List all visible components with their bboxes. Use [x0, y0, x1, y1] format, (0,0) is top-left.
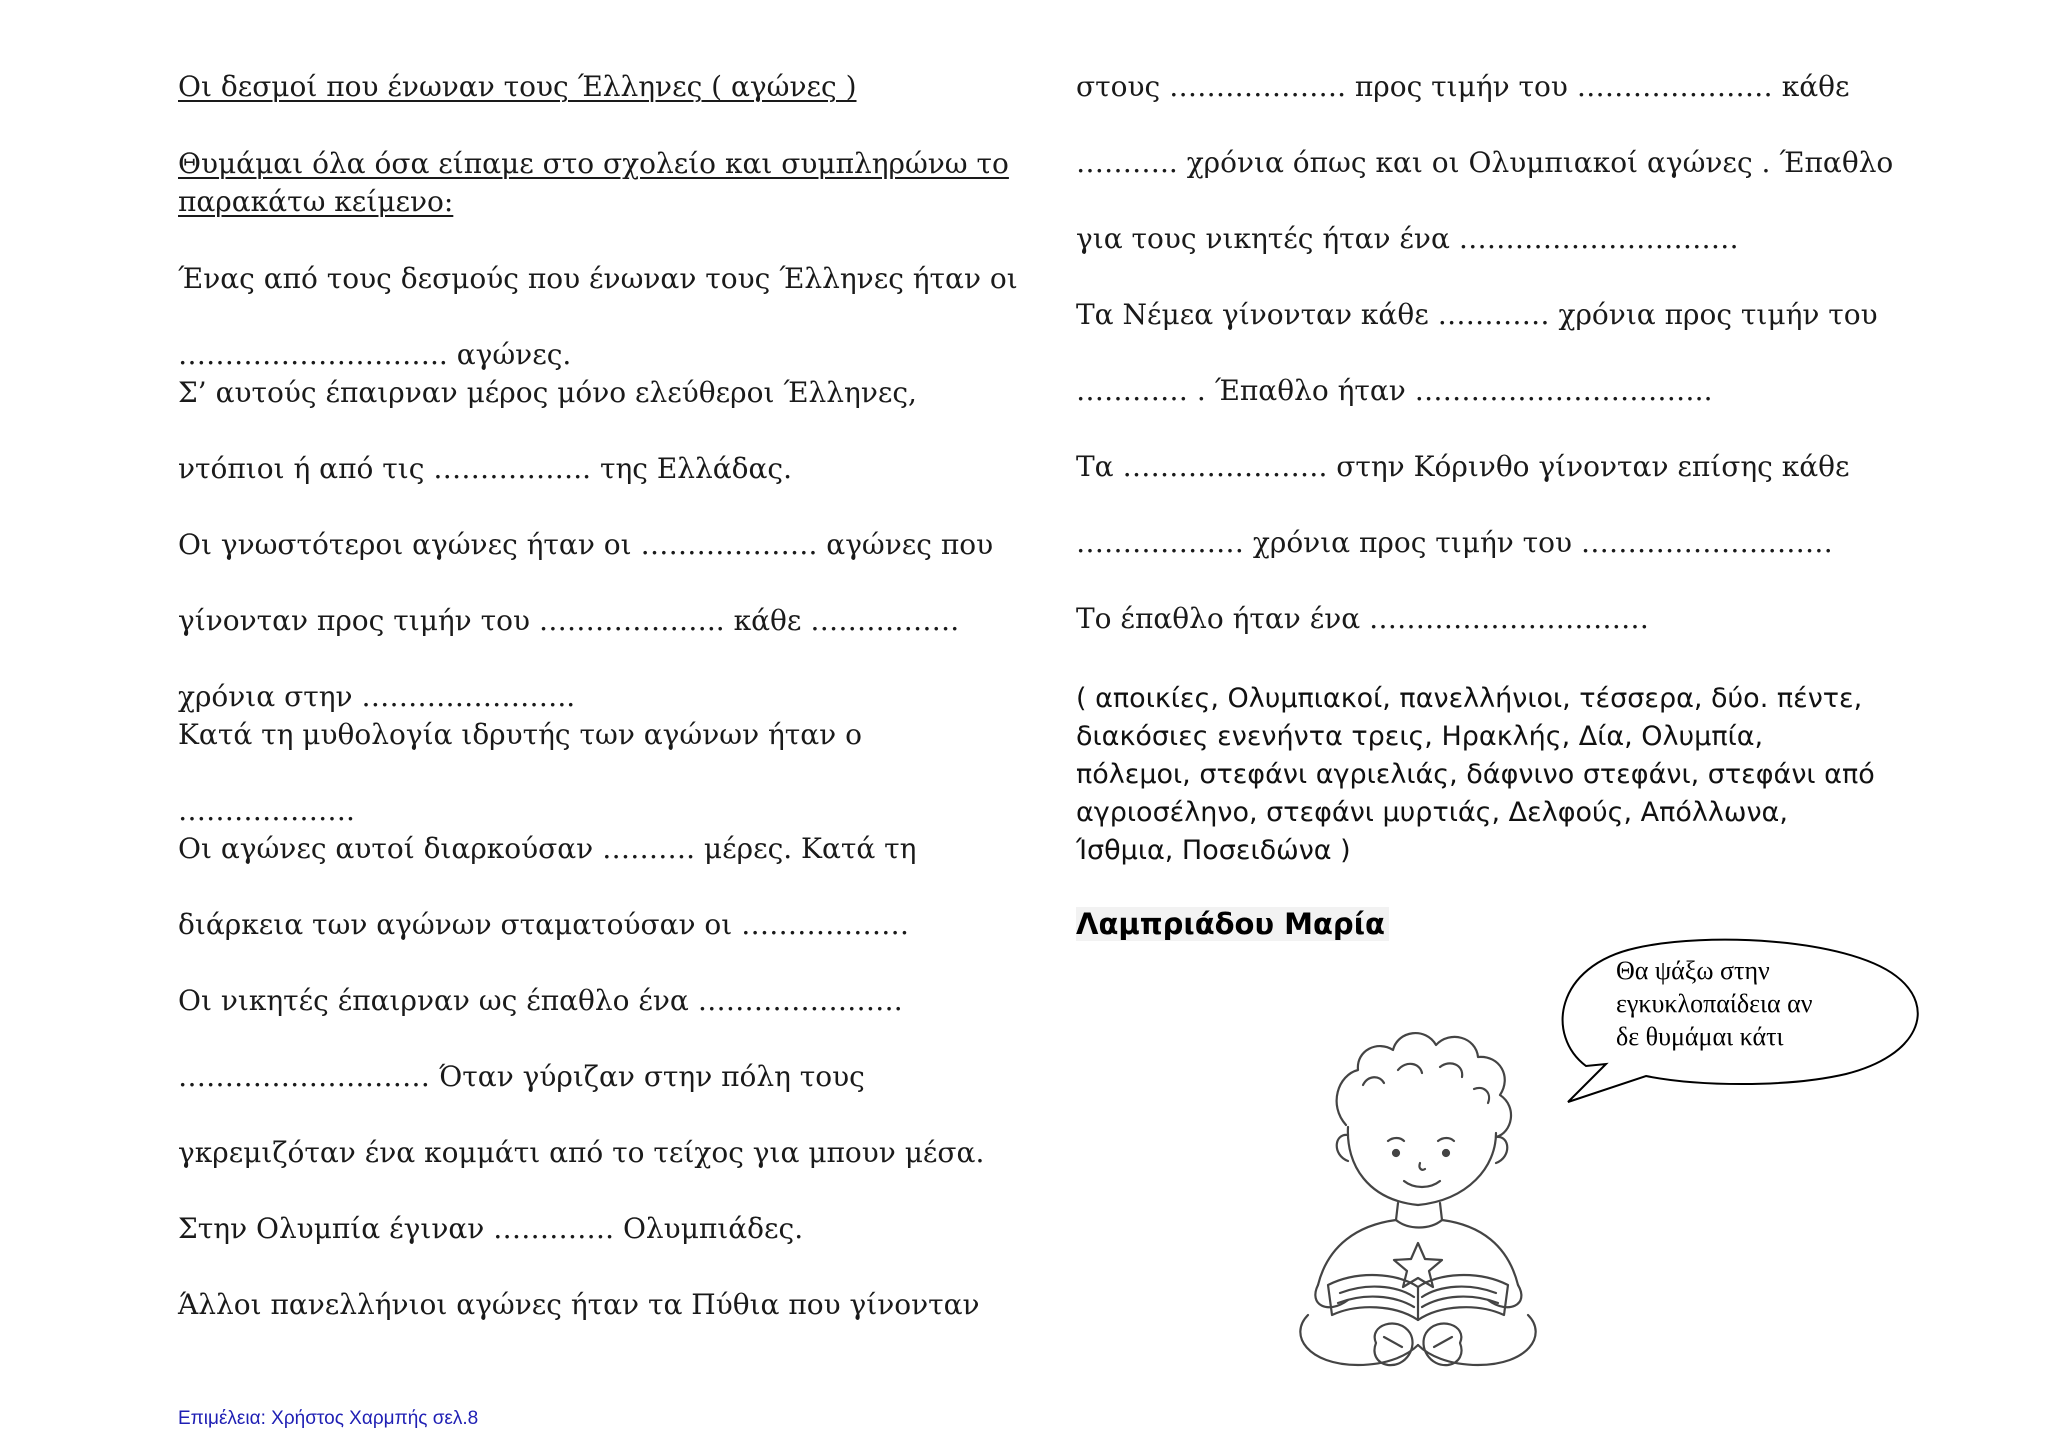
- instruction-line-1: Θυμάμαι όλα όσα είπαμε στο σχολείο και συμπληρώνω το: [178, 147, 1009, 180]
- text-line: Το έπαθλο ήταν ένα …………………………: [1076, 602, 1650, 635]
- speech-bubble: [1546, 936, 1920, 1126]
- word-bank: [1076, 680, 1896, 870]
- speech-bubble-line: Θα ψάξω στην: [1616, 956, 1770, 985]
- text-line: στους ………………. προς τιμήν του ………………… κάθε: [1076, 70, 1850, 103]
- text-line: Τα …………………. στην Κόρινθο γίνονταν επίσης κάθε: [1076, 450, 1850, 483]
- text-line: διάρκεια των αγώνων σταματούσαν οι ………………: [178, 908, 910, 941]
- speech-bubble-line: δε θυμάμαι κάτι: [1616, 1022, 1784, 1051]
- boy-reading-book-icon: [1268, 1015, 1568, 1390]
- word-bank-line: Ίσθμια, Ποσειδώνα ): [1076, 835, 1351, 866]
- page-footer: Επιμέλεια: Χρήστος Χαρμπής σελ.8: [178, 1408, 479, 1429]
- text-line: για τους νικητές ήταν ένα …………………………: [1076, 222, 1739, 255]
- text-line: ……………….: [178, 794, 355, 827]
- text-line: ντόπιοι ή από τις …………….. της Ελλάδας.: [178, 452, 793, 485]
- text-line: Κατά τη μυθολογία ιδρυτής των αγώνων ήταν ο: [178, 718, 862, 751]
- worksheet-title: Οι δεσμοί που ένωναν τους Έλληνες ( αγώνες ): [178, 70, 857, 103]
- text-line: Ένας από τους δεσμούς που ένωναν τους Έλληνες ήταν οι: [178, 262, 1018, 295]
- word-bank-line: αγριοσέληνο, στεφάνι μυρτιάς, Δελφούς, Απόλλωνα,: [1076, 797, 1788, 828]
- text-line: ……….. χρόνια όπως και οι Ολυμπιακοί αγώνες . Έπαθλο: [1076, 146, 1894, 179]
- speech-bubble-line: εγκυκλοπαίδεια αν: [1616, 989, 1813, 1018]
- text-line: Σ’ αυτούς έπαιρναν μέρος μόνο ελεύθεροι Έλληνες,: [178, 376, 917, 409]
- text-line: γκρεμιζόταν ένα κομμάτι από το τείχος για μπουν μέσα.: [178, 1136, 985, 1169]
- author-name: Λαμπριάδου Μαρία: [1076, 907, 1389, 941]
- word-bank-line: διακόσιες ενενήντα τρεις, Ηρακλής, Δία, Ολυμπία,: [1076, 721, 1764, 752]
- word-bank-line: ( αποικίες, Ολυμπιακοί, πανελλήνιοι, τέσσερα, δύο. πέντε,: [1076, 683, 1863, 714]
- text-line: γίνονταν προς τιμήν του ……………….. κάθε …………….: [178, 604, 960, 637]
- text-line: ……………………….. αγώνες.: [178, 338, 572, 371]
- text-line: Οι νικητές έπαιρναν ως έπαθλο ένα ………………….: [178, 984, 903, 1017]
- instruction-line-2: παρακάτω κείμενο:: [178, 185, 454, 218]
- text-line: Άλλοι πανελλήνιοι αγώνες ήταν τα Πύθια που γίνονταν: [178, 1288, 980, 1321]
- text-line: χρόνια στην …………………..: [178, 680, 576, 713]
- text-line: ………… . Έπαθλο ήταν …………………………..: [1076, 374, 1713, 407]
- text-line: ……………… χρόνια προς τιμήν του ………………………: [1076, 526, 1833, 559]
- text-line: Οι αγώνες αυτοί διαρκούσαν ………. μέρες. Κατά τη: [178, 832, 917, 865]
- text-line: Οι γνωστότεροι αγώνες ήταν οι ………………. αγώνες που: [178, 528, 994, 561]
- text-line: Στην Ολυμπία έγιναν …………. Ολυμπιάδες.: [178, 1212, 804, 1245]
- text-line: Τα Νέμεα γίνονταν κάθε ………… χρόνια προς τιμήν του: [1076, 298, 1878, 331]
- word-bank-line: πόλεμοι, στεφάνι αγριελιάς, δάφνινο στεφάνι, στεφάνι από: [1076, 759, 1875, 790]
- text-line: ……………………… Όταν γύριζαν στην πόλη τους: [178, 1060, 865, 1093]
- speech-bubble-text: [1616, 954, 1813, 1053]
